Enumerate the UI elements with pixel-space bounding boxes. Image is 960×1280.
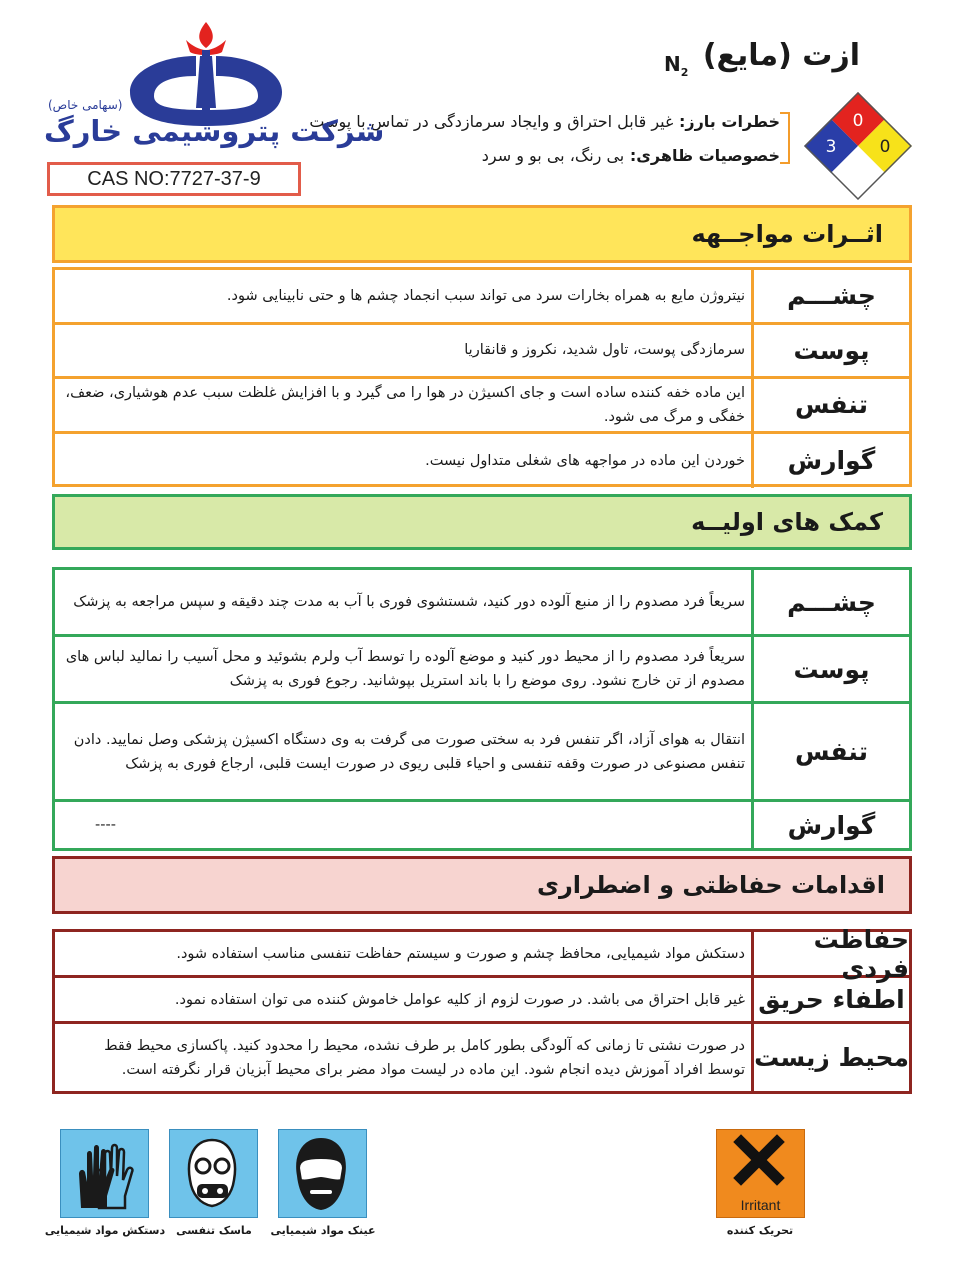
- protective-table: [52, 924, 912, 1094]
- chemical-formula: [664, 52, 688, 79]
- row-label: گوارش: [751, 802, 909, 848]
- appearance-label: خصوصیات ظاهری:: [629, 146, 780, 165]
- row-text: غیر قابل احتراق می باشد. در صورت لزوم از کلیه عوامل خاموش کننده می توان استفاده نمود.: [174, 991, 745, 1008]
- row-text: نیتروژن مایع به همراه بخارات سرد می تواند سبب انجماد چشم ها و حتی نابینایی شود.: [226, 287, 745, 304]
- row-label: چشـــم: [751, 570, 909, 634]
- row-text: سریعاً فرد مصدوم را از منبع آلوده دور کنید، شستشوی فوری با آب به مدت چند دقیقه و سپس مراجعه به پزشک: [73, 594, 745, 610]
- row-text: ----: [95, 817, 116, 833]
- row-text: در صورت نشتی تا زمانی که آلودگی بطور کامل بر طرف نشده، محیط را محدود کنید. پاکسازی محیط فقط توسط افراد آموزش دیده انجام شود. این ماده در لیست مواد مضر برای محیط آبزیان قرار نگرفته است.: [104, 1037, 745, 1078]
- row-label: تنفس: [751, 704, 909, 799]
- row-label: چشـــم: [751, 270, 909, 322]
- row-label: پوست: [751, 637, 909, 701]
- formula-subscript: 2: [680, 66, 689, 79]
- table-row: [55, 379, 909, 434]
- row-label: پوست: [751, 325, 909, 377]
- table-row: [55, 704, 909, 802]
- table-row: [55, 924, 909, 983]
- section-title-exposure: [52, 205, 912, 263]
- row-label: تنفس: [751, 379, 909, 431]
- nfpa-health: 3: [825, 137, 837, 157]
- row-label: حفاظت فردی: [751, 932, 909, 975]
- protective-title: اقدامات حفاظتی و اضطراری: [536, 871, 885, 899]
- table-row: [55, 325, 909, 380]
- table-row: [55, 802, 909, 848]
- row-text: سرمازدگی پوست، تاول شدید، نکروز و قانقاریا: [464, 342, 745, 359]
- company-name: شرکت پتروشیمی خارگ: [44, 114, 385, 148]
- table-row: [55, 637, 909, 704]
- first-aid-table: [52, 567, 912, 851]
- row-label: محیط زیست: [751, 1024, 909, 1091]
- cas-number: CAS NO:7727-37-9: [47, 162, 301, 196]
- irritant-symbol-text: Irritant: [740, 1197, 781, 1213]
- irritant-label: تحریک کننده: [726, 1224, 794, 1237]
- row-text: این ماده خفه کننده ساده است و جای اکسیژن در هوا را می گیرد و با افزایش غلظت سبب عدم هوشیاری، ضعف، خفگی و مرگ می شود.: [65, 384, 745, 425]
- table-row: [55, 1024, 909, 1091]
- row-text: انتقال به هوای آزاد، اگر تنفس فرد به سختی صورت می گرفت به وی دستگاه اکسیژن پزشکی وصل نمایید. دادن تنفس مصنوعی در صورت وقفه تنفسی و احیاء قلبی ریوی در صورت ایست قلبی، ارجاع فوری به پزشک: [73, 731, 745, 772]
- exposure-title: اثــرات مواجــهه: [691, 220, 883, 248]
- hazard-label: خطرات بارز:: [678, 112, 780, 131]
- table-row: [55, 978, 909, 1024]
- mask-label: ماسک تنفسی: [176, 1224, 252, 1237]
- row-text: خوردن این ماده در مواجهه های شغلی متداول نیست.: [425, 452, 745, 469]
- row-text: سریعاً فرد مصدوم را از محیط دور کنید و موضع آلوده را توسط آب ولرم بشوئید و محل آسیب را نمالید لباس های مصدوم از تن خارج نشود. روی موضع را با باند استریل بپوشانید. رجوع فوری به پزشک: [65, 649, 745, 689]
- chemical-title: ازت (مایع): [702, 38, 860, 73]
- exposure-table: [52, 267, 912, 487]
- goggles-icon: [278, 1129, 367, 1218]
- nfpa-flammability: 0: [852, 111, 864, 131]
- first-aid-title: کمک های اولیــه: [691, 508, 883, 536]
- appearance-text: بی رنگ، بی بو و سرد: [481, 146, 625, 165]
- appearance-line: [482, 146, 780, 165]
- table-row: [55, 434, 909, 489]
- table-row: [55, 270, 909, 325]
- section-title-first-aid: [52, 494, 912, 550]
- nfpa-instability: 0: [879, 137, 891, 157]
- gloves-label: دستکش مواد شیمیایی: [44, 1224, 166, 1237]
- table-row: [55, 570, 909, 637]
- goggles-label: عینک مواد شیمیایی: [270, 1224, 376, 1237]
- nfpa-diamond-icon: [804, 92, 912, 200]
- row-label: اطفاء حریق: [751, 978, 909, 1021]
- formula-main: N: [664, 52, 681, 76]
- gloves-icon: [60, 1129, 149, 1218]
- row-label: گوارش: [751, 434, 909, 489]
- irritant-hazard-icon: [716, 1129, 805, 1218]
- hazard-text: غیر قابل احتراق و وایجاد سرمازدگی در تماس با پوست: [309, 112, 674, 131]
- company-subtitle: (سهامی خاص): [48, 98, 123, 112]
- respirator-mask-icon: [169, 1129, 258, 1218]
- row-text: دستکش مواد شیمیایی، محافظ چشم و صورت و سیستم حفاظت تنفسی مناسب استفاده شود.: [176, 945, 745, 962]
- section-title-protective: [52, 856, 912, 914]
- hazard-bracket: [780, 112, 790, 164]
